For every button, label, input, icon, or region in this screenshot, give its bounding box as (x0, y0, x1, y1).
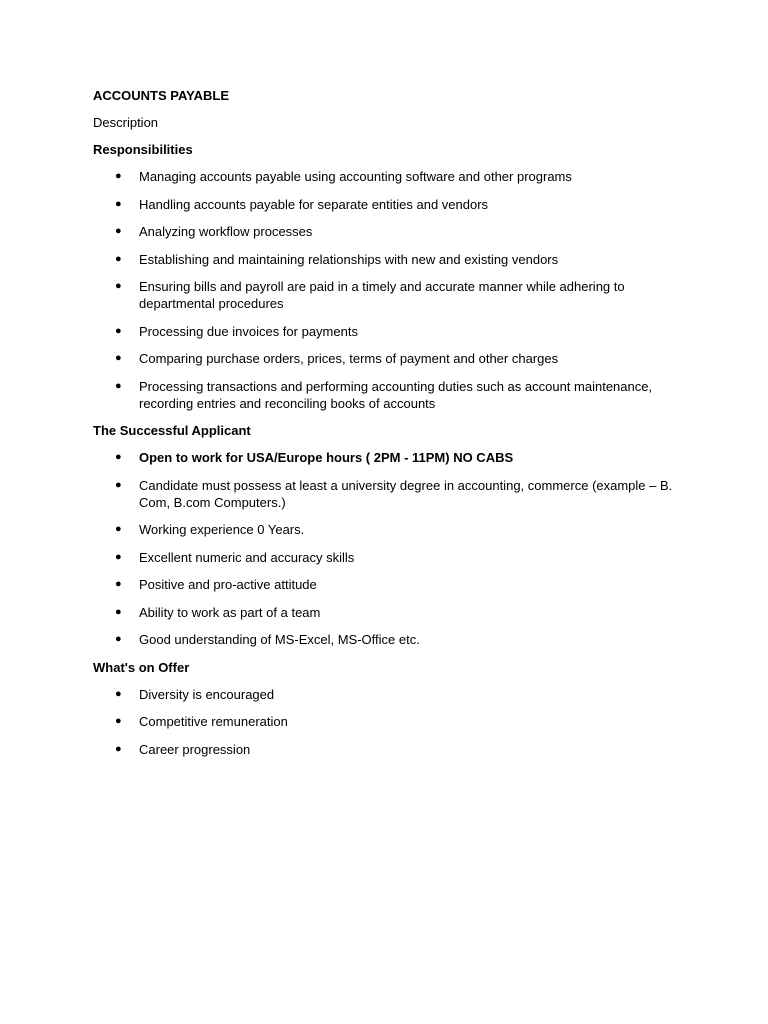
list-item-text: Ensuring bills and payroll are paid in a timely and accurate manner while adhering to departmental procedures (139, 279, 625, 311)
applicant-list (93, 449, 683, 648)
bullet-icon: ● (115, 550, 122, 563)
bullet-icon: ● (115, 742, 122, 755)
list-item-text: Positive and pro-active attitude (139, 577, 317, 592)
list-item-text: Managing accounts payable using accounting software and other programs (139, 169, 572, 184)
list-item-text: Ability to work as part of a team (139, 604, 321, 620)
list-item-text: Diversity is encouraged (139, 686, 275, 702)
list-item-text: Competitive remuneration (139, 714, 288, 729)
applicant-heading: The Successful Applicant (93, 423, 251, 438)
responsibilities-heading: Responsibilities (93, 142, 193, 157)
offer-list (93, 686, 683, 758)
list-item (93, 521, 683, 538)
list-item (93, 449, 683, 466)
bullet-icon: ● (115, 280, 122, 292)
list-item (93, 278, 683, 312)
responsibilities-list (93, 168, 683, 412)
list-item (93, 549, 683, 566)
bullet-icon: ● (115, 578, 122, 590)
document-title: ACCOUNTS PAYABLE (93, 88, 230, 103)
list-item-text: Establishing and maintaining relationships with new and existing vendors (139, 251, 559, 267)
list-item-text: Handling accounts payable for separate entities and vendors (139, 196, 489, 212)
list-item (93, 168, 683, 185)
bullet-icon: ● (115, 324, 122, 337)
bullet-icon: ● (115, 379, 122, 392)
list-item (93, 631, 683, 648)
bullet-icon: ● (115, 170, 122, 182)
list-item (93, 251, 683, 268)
bullet-icon: ● (115, 252, 122, 265)
list-item (93, 323, 683, 340)
list-item (93, 741, 683, 758)
list-item-text: Processing transactions and performing accounting duties such as account maintenance, recording entries and reconciling books of accounts (139, 378, 653, 411)
list-item (93, 576, 683, 593)
list-item-text: Excellent numeric and accuracy skills (139, 549, 355, 565)
list-item (93, 713, 683, 730)
bullet-icon: ● (115, 478, 122, 491)
list-item-text: Working experience 0 Years. (139, 522, 305, 537)
list-item (93, 378, 683, 412)
bullet-icon: ● (115, 687, 122, 700)
list-item (93, 196, 683, 213)
document-page (93, 87, 683, 768)
list-item (93, 686, 683, 703)
list-item (93, 604, 683, 621)
list-item-text: Processing due invoices for payments (139, 323, 358, 339)
bullet-icon: ● (115, 715, 122, 727)
bullet-icon: ● (115, 605, 122, 618)
list-item-text: Comparing purchase orders, prices, terms of payment and other charges (139, 351, 559, 366)
list-item-text: Career progression (139, 741, 251, 757)
list-item-text: Open to work for USA/Europe hours ( 2PM - 11PM) NO CABS (139, 450, 514, 465)
list-item (93, 350, 683, 367)
bullet-icon: ● (115, 451, 122, 463)
bullet-icon: ● (115, 633, 122, 645)
bullet-icon: ● (115, 352, 122, 364)
list-item-text: Analyzing workflow processes (139, 224, 313, 239)
list-item (93, 223, 683, 240)
offer-heading: What's on Offer (93, 659, 190, 675)
description-label: Description (93, 115, 159, 130)
bullet-icon: ● (115, 523, 122, 535)
bullet-icon: ● (115, 225, 122, 237)
list-item-text: Good understanding of MS-Excel, MS-Office etc. (139, 632, 420, 647)
bullet-icon: ● (115, 197, 122, 210)
list-item (93, 477, 683, 511)
list-item-text: Candidate must possess at least a university degree in accounting, commerce (example – B. Com, B.com Computers.) (139, 477, 673, 510)
